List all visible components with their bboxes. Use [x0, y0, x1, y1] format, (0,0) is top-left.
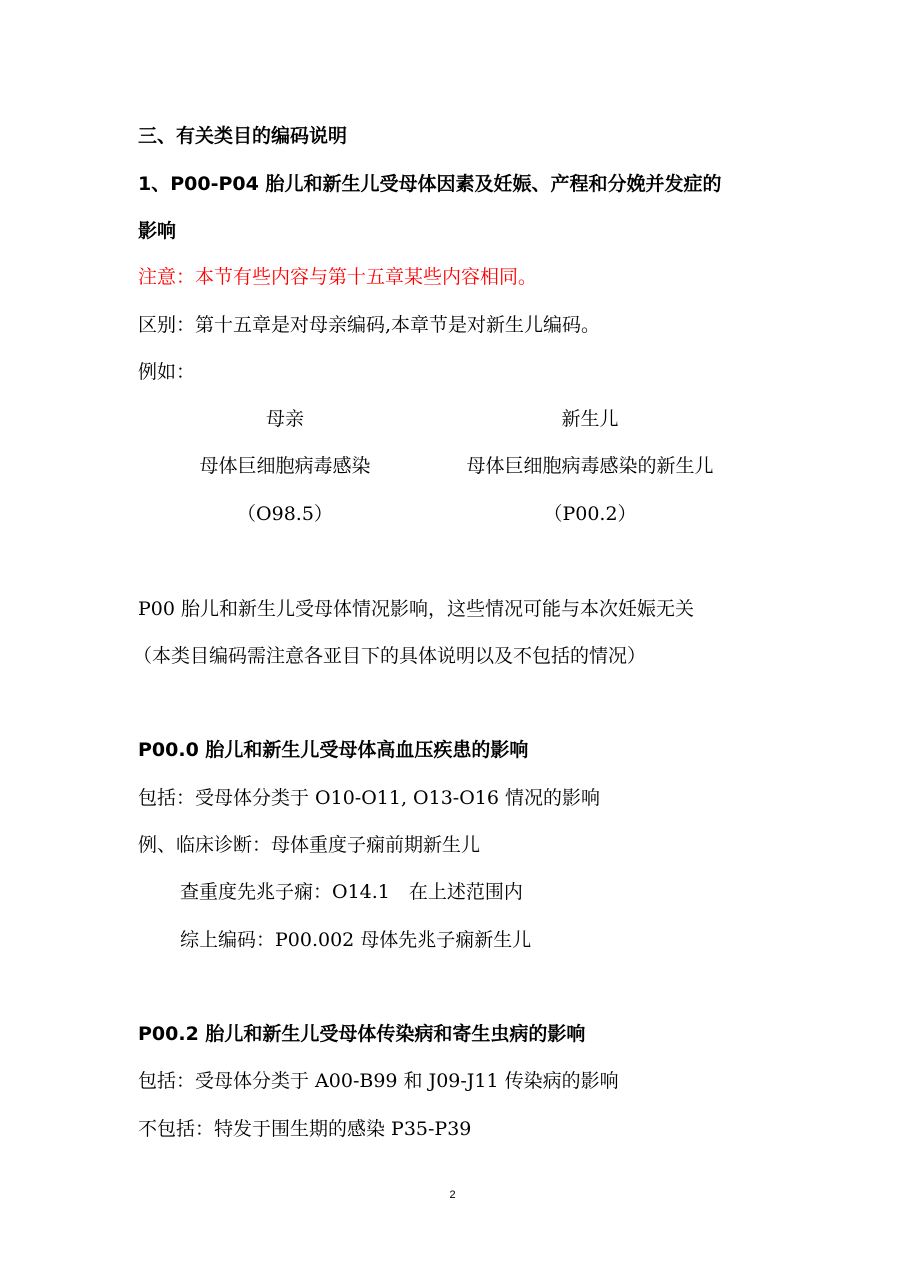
p002-heading: P00.2 胎儿和新生儿受母体传染病和寄生虫病的影响 [138, 1023, 586, 1045]
comparison-left-code: （O98.5） [237, 503, 333, 525]
comparison-left-desc: 母体巨细胞病毒感染 [199, 455, 371, 477]
comparison-right-code: （P00.2） [543, 503, 637, 525]
section-heading: 三、有关类目的编码说明 [138, 125, 348, 147]
p000-includes: 包括：受母体分类于 O10-O11, O13-O16 情况的影响 [138, 787, 601, 809]
p00-note: （本类目编码需注意各亚目下的具体说明以及不包括的情况） [133, 645, 647, 667]
p002-includes: 包括：受母体分类于 A00-B99 和 J09-J11 传染病的影响 [138, 1070, 619, 1092]
example-label: 例如： [138, 361, 196, 383]
difference-text: 区别：第十五章是对母亲编码,本章节是对新生儿编码。 [138, 314, 601, 336]
p000-result: 综上编码：P00.002 母体先兆子痫新生儿 [180, 929, 532, 951]
p00-line: P00 胎儿和新生儿受母体情况影响，这些情况可能与本次妊娠无关 [138, 598, 695, 620]
p000-example: 例、临床诊断：母体重度子痫前期新生儿 [138, 834, 481, 856]
comparison-right-title: 新生儿 [561, 408, 619, 430]
sub-heading-line-2: 影响 [138, 220, 177, 242]
p000-heading: P00.0 胎儿和新生儿受母体高血压疾患的影响 [138, 739, 529, 761]
comparison-left-title: 母亲 [265, 408, 304, 430]
sub-heading-line-1: 1、P00-P04 胎儿和新生儿受母体因素及妊娠、产程和分娩并发症的 [138, 173, 722, 195]
comparison-right-desc: 母体巨细胞病毒感染的新生儿 [466, 455, 714, 477]
p002-excludes: 不包括：特发于围生期的感染 P35-P39 [138, 1118, 472, 1140]
page-number: 2 [449, 1189, 456, 1201]
note-text: 注意：本节有些内容与第十五章某些内容相同。 [138, 266, 538, 288]
p000-lookup: 查重度先兆子痫：O14.1 在上述范围内 [180, 881, 523, 903]
